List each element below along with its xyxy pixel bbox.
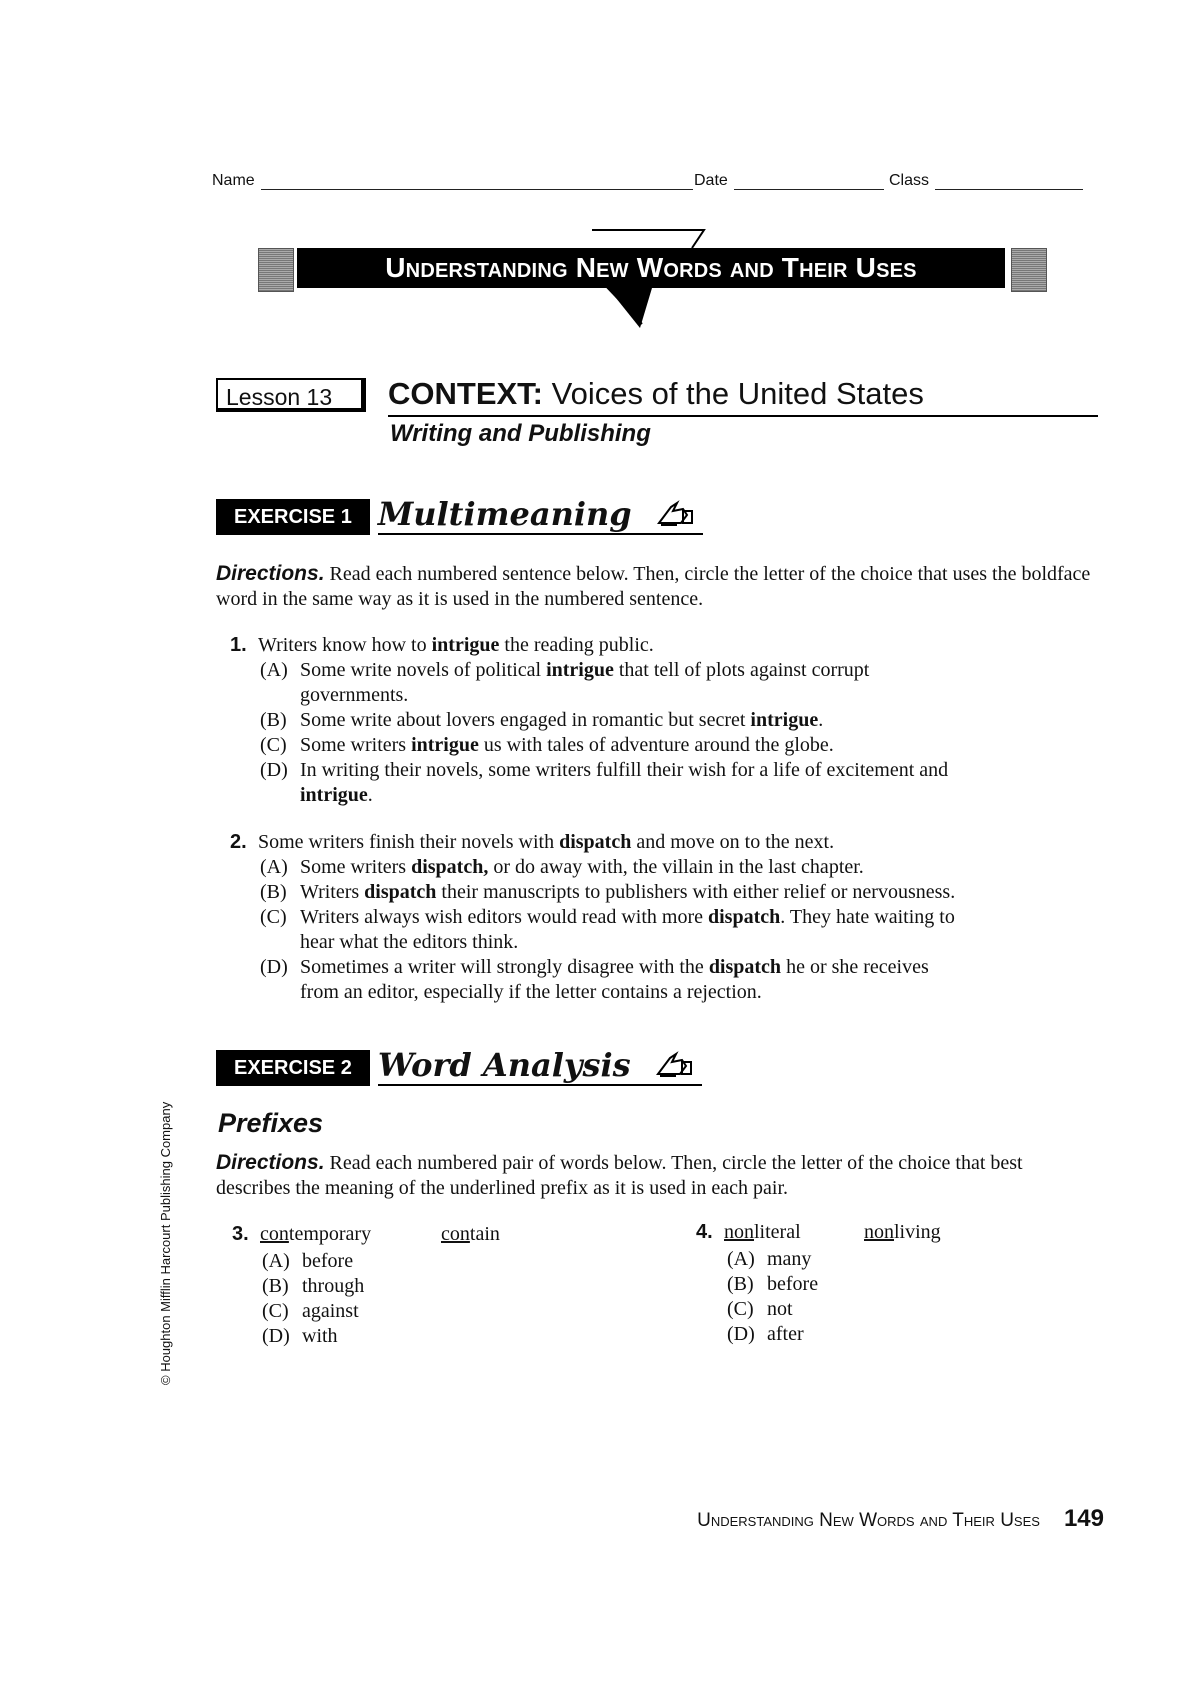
writing-hand-icon bbox=[656, 1050, 694, 1078]
option-text: . bbox=[818, 709, 824, 731]
exercise1-directions-lead: Directions. bbox=[216, 562, 325, 585]
option-letter[interactable]: (D) bbox=[262, 1325, 290, 1347]
option-letter[interactable]: (A) bbox=[262, 1250, 290, 1272]
option-keyword: intrigue bbox=[750, 709, 819, 731]
exercise1-label: EXERCISE 1 bbox=[216, 499, 370, 535]
q1-option-d[interactable] bbox=[260, 758, 1100, 808]
option-text: Writers always wish editors would read with more bbox=[300, 906, 708, 928]
exercise2-title-text: Word Analysis bbox=[377, 1046, 631, 1084]
section-heading-prefixes: Prefixes bbox=[218, 1108, 324, 1138]
exercise2-label: EXERCISE 2 bbox=[216, 1050, 370, 1086]
underlined-prefix: con bbox=[260, 1223, 289, 1245]
q3-option-b[interactable] bbox=[262, 1274, 364, 1299]
q4-option-b[interactable] bbox=[727, 1272, 818, 1297]
question-4 bbox=[696, 1220, 801, 1245]
q2-option-d[interactable] bbox=[260, 955, 1110, 1005]
exercise2-directions bbox=[216, 1150, 1100, 1201]
footer-title: Understanding New Words and Their Uses bbox=[697, 1510, 1040, 1531]
page-footer bbox=[697, 1505, 1104, 1533]
option-text: many bbox=[767, 1248, 812, 1270]
exercise1-directions-text: Read each numbered sentence below. Then, circle the letter of the choice that uses the boldface word in the same way as it is used in the numbered sentence. bbox=[216, 563, 1091, 610]
q2-option-c[interactable] bbox=[260, 905, 1110, 955]
option-text: us with tales of adventure around the globe. bbox=[478, 734, 834, 756]
class-line[interactable] bbox=[935, 175, 1083, 190]
option-text: not bbox=[767, 1298, 793, 1320]
option-letter[interactable]: (C) bbox=[260, 906, 287, 928]
exercise2-directions-lead: Directions. bbox=[216, 1151, 325, 1174]
question-text: Some writers finish their novels with bbox=[258, 831, 560, 853]
exercise2-directions-text: Read each numbered pair of words below. Then, circle the letter of the choice that best describes the meaning of the underlined prefix as it is used in each pair. bbox=[216, 1152, 1023, 1199]
option-text: or do away with, the villain in the last chapter. bbox=[488, 856, 864, 878]
question-text: the reading public. bbox=[499, 634, 654, 656]
q3-option-a[interactable] bbox=[262, 1249, 353, 1274]
question-3 bbox=[232, 1222, 371, 1247]
date-line[interactable] bbox=[734, 175, 884, 190]
exercise1-title-text: Multimeaning bbox=[377, 495, 632, 533]
exercise2-header bbox=[216, 1046, 702, 1086]
q2-option-a[interactable] bbox=[260, 855, 1110, 880]
banner-title: Understanding New Words and Their Uses bbox=[385, 252, 917, 283]
option-letter[interactable]: (D) bbox=[260, 759, 288, 781]
page-number: 149 bbox=[1063, 1505, 1104, 1532]
class-field[interactable] bbox=[889, 172, 1083, 190]
option-letter[interactable]: (B) bbox=[727, 1273, 754, 1295]
q4-option-a[interactable] bbox=[727, 1247, 811, 1272]
option-text: that tell of plots against corrupt bbox=[613, 659, 870, 681]
option-letter[interactable]: (A) bbox=[260, 659, 288, 681]
name-label: Name bbox=[212, 172, 255, 189]
option-text: . bbox=[367, 784, 373, 806]
option-text: he or she receives bbox=[781, 956, 929, 978]
option-letter[interactable]: (A) bbox=[260, 856, 288, 878]
option-keyword: dispatch bbox=[364, 881, 437, 903]
option-keyword: dispatch bbox=[708, 956, 782, 978]
underlined-prefix: non bbox=[724, 1221, 754, 1243]
question-text: and move on to the next. bbox=[631, 831, 835, 853]
option-text-continued: governments. bbox=[300, 684, 409, 706]
option-text: after bbox=[767, 1323, 804, 1345]
underlined-prefix: con bbox=[441, 1223, 470, 1245]
option-text: Some writers bbox=[300, 856, 412, 878]
option-keyword: intrigue bbox=[546, 659, 614, 681]
option-letter[interactable]: (A) bbox=[727, 1248, 755, 1270]
word-rest: living bbox=[894, 1221, 941, 1243]
q4-option-c[interactable] bbox=[727, 1297, 793, 1322]
context-prefix: CONTEXT: bbox=[388, 376, 543, 411]
copyright-credit: © Houghton Mifflin Harcourt Publishing Company bbox=[158, 1101, 173, 1385]
question-keyword: intrigue bbox=[431, 634, 500, 656]
q3-option-c[interactable] bbox=[262, 1299, 359, 1324]
option-keyword: dispatch, bbox=[411, 856, 489, 878]
option-text: . They hate waiting to bbox=[780, 906, 955, 928]
question-number: 2. bbox=[230, 831, 247, 853]
question-number: 3. bbox=[232, 1223, 249, 1245]
option-text: Some write about lovers engaged in romantic but secret bbox=[300, 709, 751, 731]
word-rest: temporary bbox=[288, 1223, 372, 1245]
lesson-badge bbox=[216, 378, 366, 412]
exercise1-header bbox=[216, 495, 703, 535]
writing-hand-icon bbox=[657, 499, 695, 527]
option-text: before bbox=[302, 1250, 354, 1272]
exercise1-directions bbox=[216, 561, 1100, 612]
option-keyword: dispatch bbox=[708, 906, 781, 928]
option-letter[interactable]: (B) bbox=[260, 709, 287, 731]
option-text: Sometimes a writer will strongly disagree with the bbox=[300, 956, 709, 978]
context-title: Voices of the United States bbox=[551, 376, 924, 411]
question-2 bbox=[230, 830, 834, 855]
q2-option-b[interactable] bbox=[260, 880, 1110, 905]
option-text: their manuscripts to publishers with either relief or nervousness. bbox=[436, 881, 956, 903]
option-letter[interactable]: (D) bbox=[260, 956, 288, 978]
word-rest: literal bbox=[754, 1221, 801, 1243]
exercise1-title bbox=[378, 495, 703, 535]
option-letter[interactable]: (D) bbox=[727, 1323, 755, 1345]
banner-left-block bbox=[258, 248, 294, 292]
option-text: before bbox=[767, 1273, 819, 1295]
date-field[interactable] bbox=[694, 172, 884, 190]
lesson-subtitle: Writing and Publishing bbox=[390, 420, 651, 447]
name-field[interactable] bbox=[212, 172, 693, 190]
lesson-label: Lesson 13 bbox=[226, 384, 333, 410]
option-text-continued: from an editor, especially if the letter contains a rejection. bbox=[300, 981, 762, 1003]
question-number: 4. bbox=[696, 1221, 713, 1243]
exercise2-title bbox=[378, 1046, 702, 1086]
option-text: Some write novels of political bbox=[300, 659, 547, 681]
option-letter[interactable]: (C) bbox=[727, 1298, 754, 1320]
banner-right-block bbox=[1011, 248, 1047, 292]
question-1 bbox=[230, 633, 654, 658]
date-label: Date bbox=[694, 172, 728, 189]
question-4-word2 bbox=[864, 1220, 941, 1245]
q4-option-d[interactable] bbox=[727, 1322, 804, 1347]
option-keyword: intrigue bbox=[300, 784, 368, 806]
context-heading bbox=[388, 374, 1098, 417]
class-label: Class bbox=[889, 172, 930, 189]
underlined-prefix: non bbox=[864, 1221, 894, 1243]
q3-option-d[interactable] bbox=[262, 1324, 338, 1349]
option-text: through bbox=[302, 1275, 365, 1297]
option-text: against bbox=[302, 1300, 359, 1322]
option-keyword: intrigue bbox=[411, 734, 479, 756]
option-text-continued: hear what the editors think. bbox=[300, 931, 519, 953]
q1-option-a[interactable] bbox=[260, 658, 1100, 708]
option-letter[interactable]: (B) bbox=[260, 881, 287, 903]
option-letter[interactable]: (C) bbox=[260, 734, 287, 756]
option-letter[interactable]: (C) bbox=[262, 1300, 289, 1322]
option-text: Some writers bbox=[300, 734, 412, 756]
option-text: Writers bbox=[300, 881, 365, 903]
question-keyword: dispatch bbox=[559, 831, 632, 853]
name-line[interactable] bbox=[261, 175, 693, 190]
option-letter[interactable]: (B) bbox=[262, 1275, 289, 1297]
question-text: Writers know how to bbox=[258, 634, 432, 656]
question-3-word2 bbox=[441, 1222, 500, 1247]
q1-option-b[interactable] bbox=[260, 708, 1100, 733]
q1-option-c[interactable] bbox=[260, 733, 1100, 758]
option-text: with bbox=[302, 1325, 338, 1347]
option-text: In writing their novels, some writers fulfill their wish for a life of excitement and bbox=[300, 759, 949, 781]
word-rest: tain bbox=[469, 1223, 500, 1245]
question-number: 1. bbox=[230, 634, 247, 656]
